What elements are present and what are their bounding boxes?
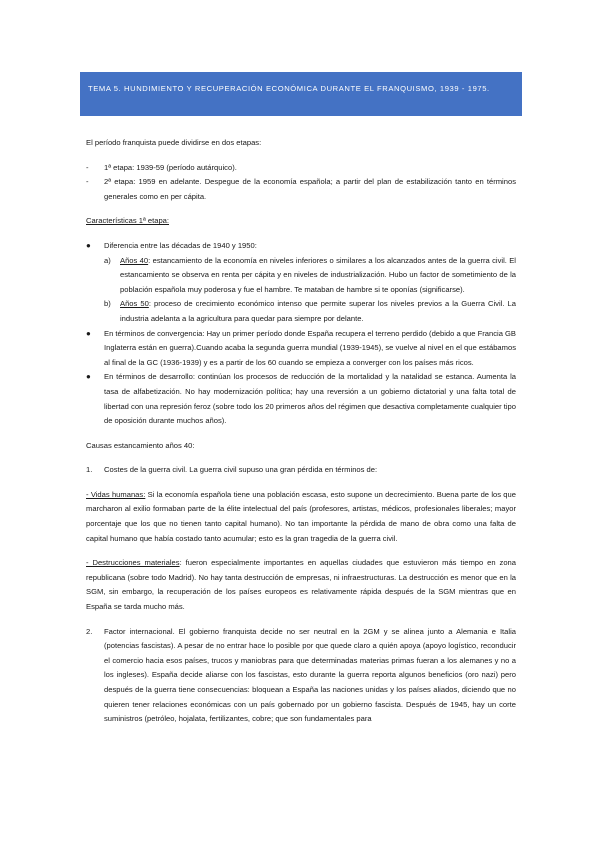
sub-list-item <box>86 297 516 326</box>
sub-label: Años 40 <box>120 255 149 265</box>
sub-body: : proceso de crecimiento económico intenso que permite superar los niveles previos a la Guerra Civil. La industria adelanta a la agricultura para quedar para siempre por delante. <box>120 299 516 323</box>
destrucciones-text: : fueron especialmente importantes en aquellas ciudades que estuvieron más tiempo en zona republicana (sobre todo Madrid). No hay tanta destrucción de empresas, ni infraestructuras. La destrucción es menor que en la SGM, sin embargo, la recuperación de los países europeos es relativamente rápida después de la SGM mientras que en España se tarda mucho más. <box>86 558 517 612</box>
sub-label: Años 50 <box>120 299 149 309</box>
sub-list-item-text <box>120 297 516 326</box>
number-marker: 1. <box>86 465 93 475</box>
dash-marker: - <box>86 177 89 187</box>
list-item-text: Diferencia entre las décadas de 1940 y 1950: <box>104 240 257 250</box>
list-item <box>86 327 516 371</box>
sub-body: : estancamiento de la economía en niveles inferiores o similares a los alcanzados antes de la guerra civil. El estancamiento se observa en renta per cápita y en niveles de industrialización. Hubo un factor de sometimiento de la población española muy poderosa y fue el hambre. Te mataban de hambre si te oponías (significarse). <box>120 255 516 294</box>
numbered-item <box>86 463 516 478</box>
vidas-label: - Vidas humanas: <box>86 489 146 499</box>
sub-marker: a) <box>104 255 111 265</box>
list-item <box>86 175 516 204</box>
bullet-icon: ● <box>86 372 91 382</box>
list-item <box>86 370 516 428</box>
section-heading: Causas estancamiento años 40: <box>86 440 195 450</box>
numbered-item-text: Costes de la guerra civil. La guerra civil supuso una gran pérdida en términos de: <box>104 465 378 475</box>
document-body <box>86 136 516 727</box>
vidas-text: Si la economía española tiene una población escasa, esto supone un decrecimiento. Buena parte de los que marcharon al exilio formaban parte de la élite intelectual del país (profesores, artistas, médicos, profesionales liberales; mayor porcentaje que los que no tienen tanto capital humano). No tan importante la pérdida de mano de obra como una falta de capital humano que había costado tanto acumular; esto es la gran tragedia de la guerra civil. <box>86 489 516 543</box>
bullet-icon: ● <box>86 240 91 250</box>
destrucciones-paragraph <box>86 556 516 614</box>
sub-list-item-text <box>120 254 516 298</box>
list-item-text: En términos de desarrollo: continúan los procesos de reducción de la mortalidad y la natalidad se estanca. Aumenta la tasa de alfabetización. No hay modernización política; hay una reversión a un gobierno dictatorial y una falta total de libertad con una represión feroz (sobre todo los 20 primeros años del régimen que desactiva completamente cualquier tipo de oposición durante muchos años). <box>104 372 516 426</box>
list-item-text: 2ª etapa: 1959 en adelante. Despegue de la economía española; a partir del plan de estabilización tanto en términos generales como en per cápita. <box>104 177 516 201</box>
list-item <box>86 161 516 176</box>
intro-paragraph: El período franquista puede dividirse en dos etapas: <box>86 138 262 147</box>
sub-marker: b) <box>104 299 111 309</box>
numbered-item-text: Factor internacional. El gobierno franquista decide no ser neutral en la 2GM y se alinea junto a Alemania e Italia (potencias fascistas). A pesar de no entrar hace lo posible por que quede claro a quién apoya (apoyo logístico, reconducir el comercio hacia esos países, trucos y maniobras para que determinadas materias primas fueran a los alemanes y no a los ingleses). España decide aliarse con los fascistas, esto durante la guerra reporta algunos beneficios (oro nazi) pero después de la guerra tiene consecuencias: bloquean a España las naciones unidas y los países aliados, diciendo que no quieren tener relaciones económicas con un país gobernado por un gobierno fascista. Después de 1945, hay un corte suministros (petróleo, hojalata, fertilizantes, cobre; que son fundamentales para <box>104 626 516 724</box>
list-item <box>86 239 516 254</box>
number-marker: 2. <box>86 626 93 636</box>
vidas-paragraph <box>86 488 516 546</box>
list-item-text: 1ª etapa: 1939-59 (período autárquico). <box>104 162 237 172</box>
dash-marker: - <box>86 162 89 172</box>
numbered-item <box>86 625 516 727</box>
page-title: TEMA 5. HUNDIMIENTO Y RECUPERACIÓN ECONÓMICA DURANTE EL FRANQUISMO, 1939 - 1975. <box>80 72 522 116</box>
destrucciones-label: - Destrucciones materiales <box>86 558 180 568</box>
list-item-text: En términos de convergencia: Hay un primer período donde España recupera el terreno perdido (debido a que Francia GB Inglaterra están en guerra).Cuando acaba la segunda guerra mundial (1939-1945), se vuelve al nivel en el que estábamos al final de la GC (1936-1939) y es a partir de los 60 cuando se empieza a converger con los países más ricos. <box>104 328 516 367</box>
section-heading: Características 1ª etapa: <box>86 216 170 226</box>
bullet-icon: ● <box>86 328 91 338</box>
sub-list-item <box>86 254 516 298</box>
